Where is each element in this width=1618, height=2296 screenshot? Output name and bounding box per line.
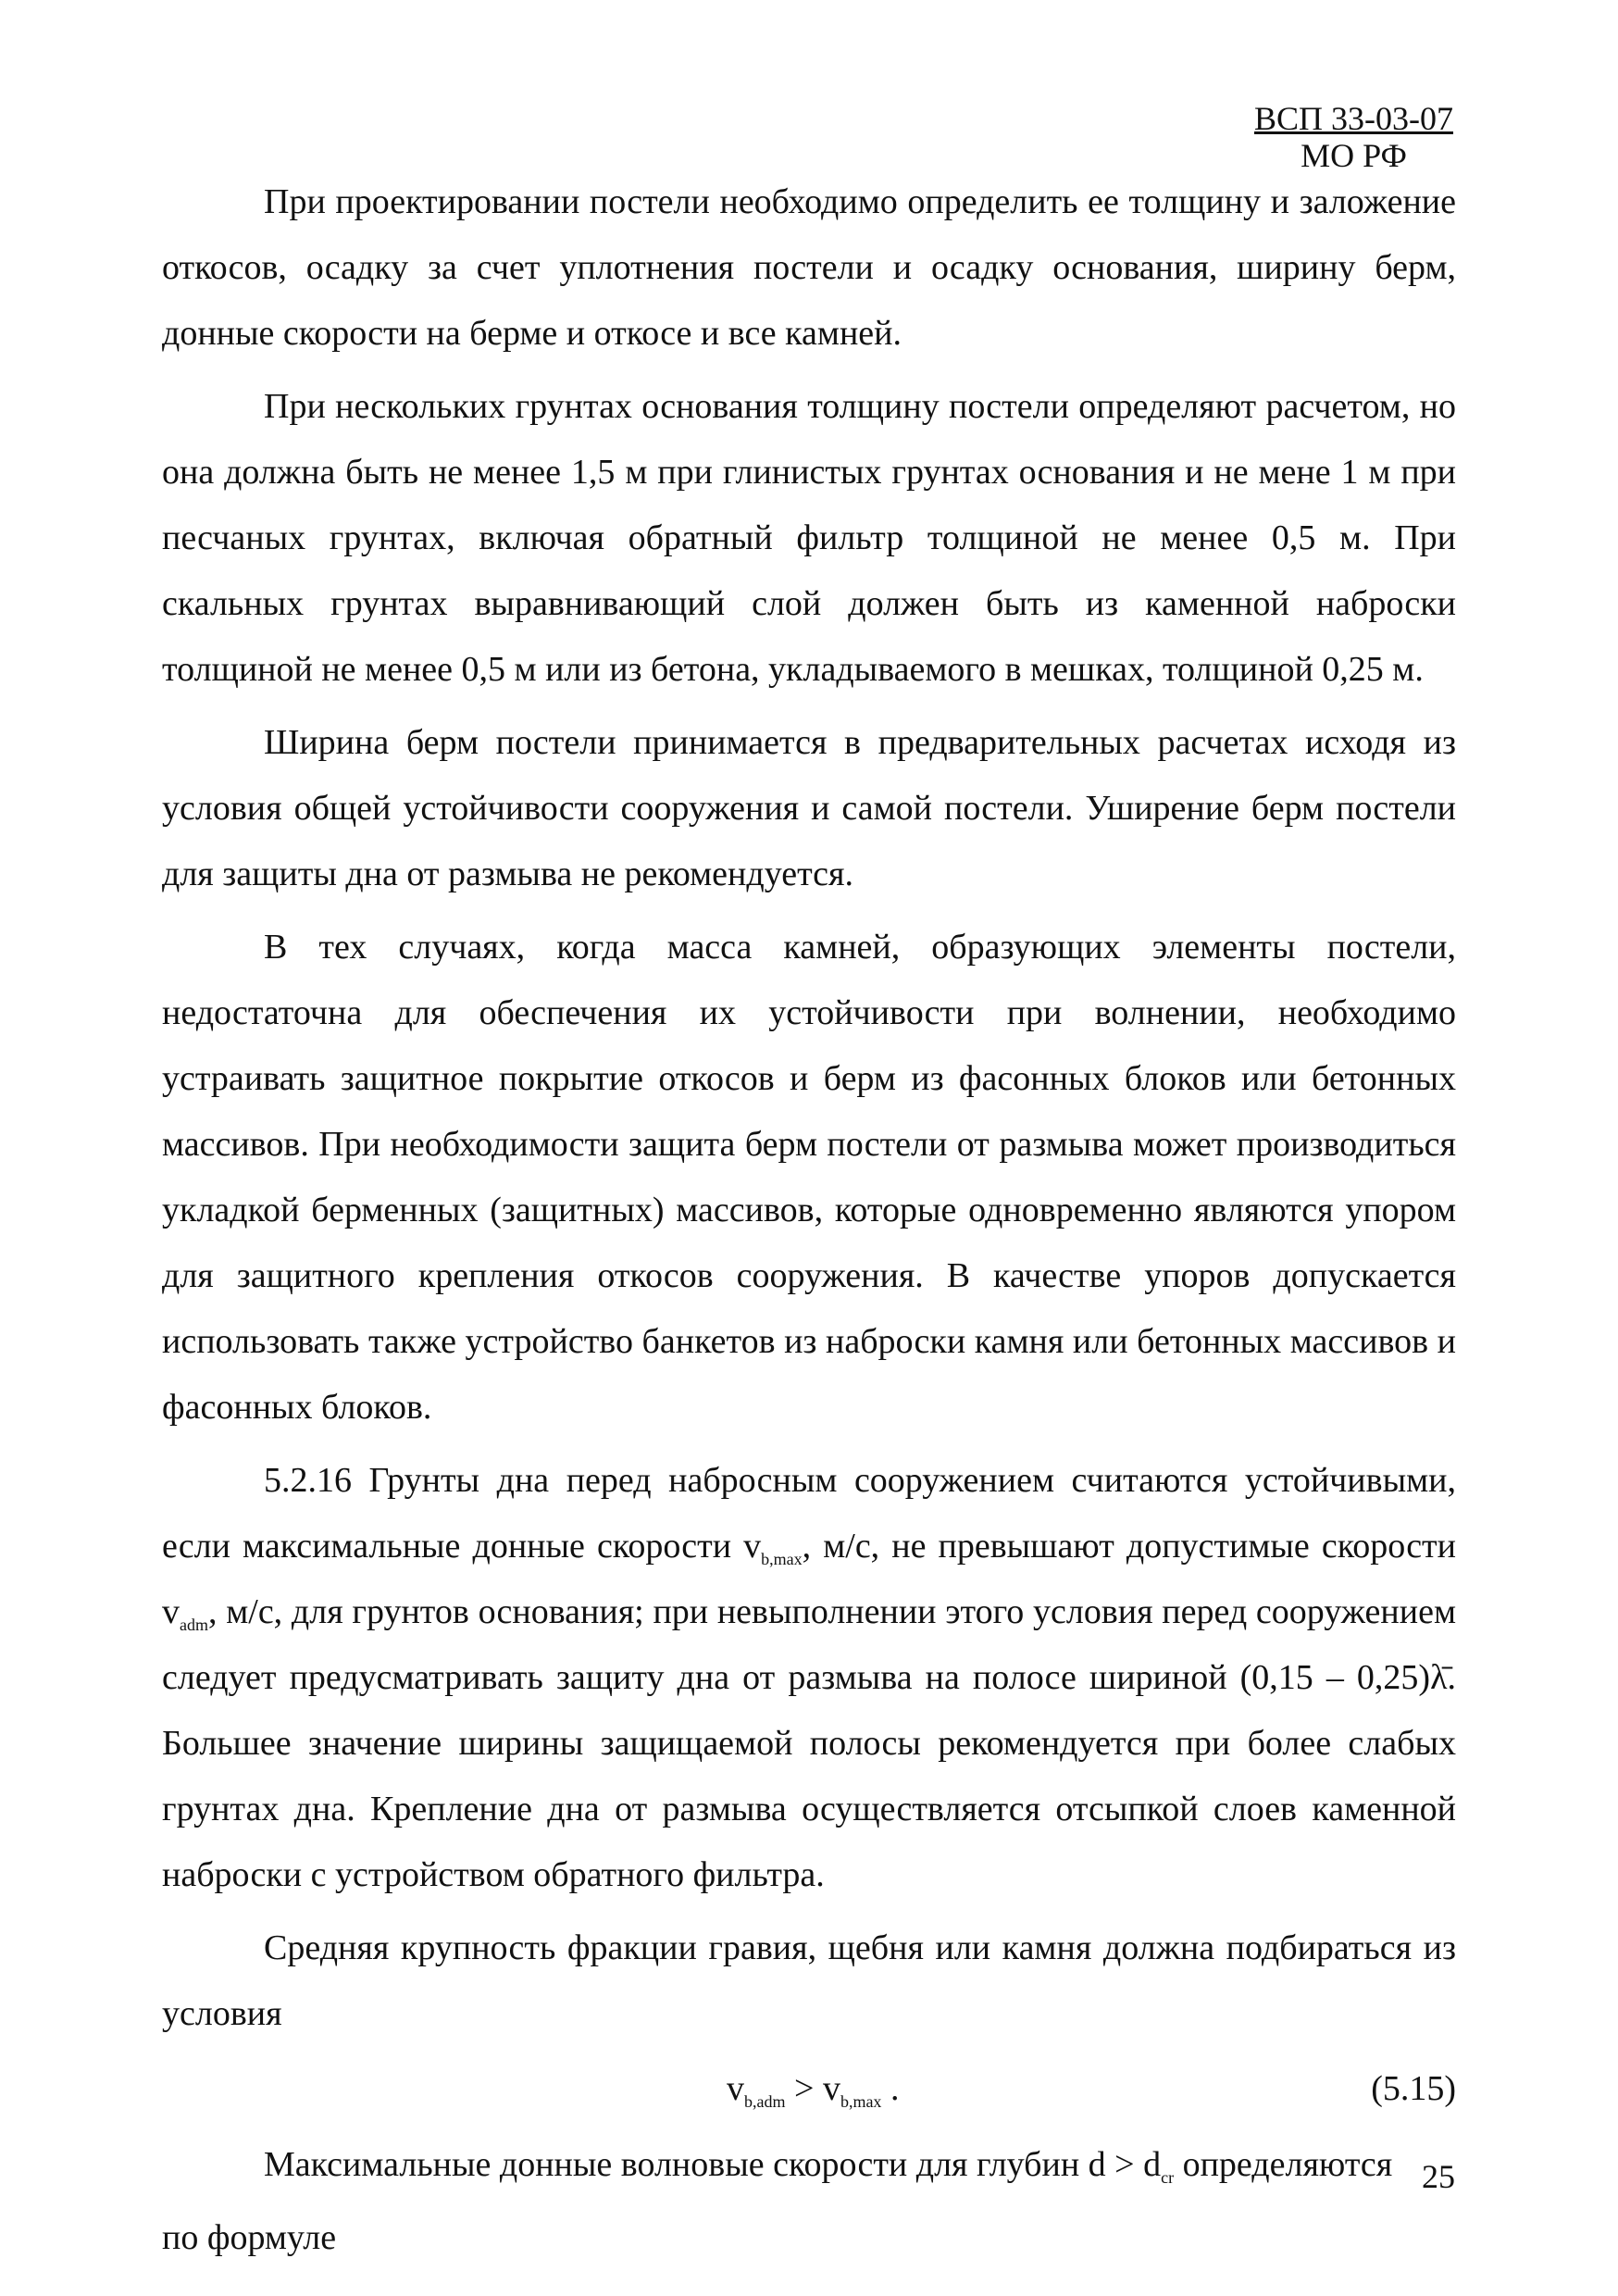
paragraph-7: Максимальные донные волновые скорости для глубин $d > d_{cr}$ определяются — [264, 2145, 1393, 2187]
var-vadm: $v_{adm}$ — [162, 1592, 208, 1634]
paragraph-5216: 5.2.16 Грунты дна перед набросным сооружением считаются устойчивыми, если максимальные донные скорости $v_{b,max}$, м/с, не превышают допустимые скорости $v_{adm}$, м/с, для грунтов основания; при невыполнении этого условия перед сооружением следует предусматривать защиту дна от размыва на полосе шириной (0,15 – 0,25)λ̄. Большее значение ширины защищаемой полосы рекомендуется при более слабых грунтах дна. Крепление дна от размыва осуществляется отсыпкой слоев каменной наброски с устройством обратного фильтра. — [162, 1461, 1456, 1894]
depth-condition: $d > d_{cr}$ — [1088, 2145, 1175, 2187]
paragraph-1: При проектировании постели необходимо определить ее толщину и заложение откосов, осадку за счет уплотнения постели и осадку основания, ширину берм, донные скорости на берме и откосе и все камней. — [162, 182, 1456, 353]
page-number: 25 — [1422, 2158, 1455, 2195]
formula-expression: $v_{b,adm} > v_{b,max}$ . — [727, 2069, 900, 2111]
paragraph-4: В тех случаях, когда масса камней, образующих элементы постели, недостаточна для обеспечения их устойчивости при волнении, необходимо устраивать защитное покрытие откосов и берм из фасонных блоков или бетонных массивов. При необходимости защита берм постели от размыва может производиться укладкой берменных (защитных) массивов, которые одновременно являются упором для защитного крепления откосов сооружения. В качестве упоров допускается использовать также устройство банкетов из наброски камня или бетонных массивов и фасонных блоков. — [162, 928, 1456, 1427]
document-body — [162, 169, 1456, 2278]
paragraph-8: по формуле — [162, 2218, 337, 2257]
formula-5-15 — [162, 2054, 1456, 2128]
paragraph-2: При нескольких грунтах основания толщину постели определяют расчетом, но она должна быть не менее 1,5 м при глинистых грунтах основания и не мене 1 м при песчаных грунтах, включая обратный фильтр толщиной не менее 0,5 м. При скальных грунтах выравнивающий слой должен быть из каменной наброски толщиной не менее 0,5 м или из бетона, укладываемого в мешках, толщиной 0,25 м. — [162, 387, 1456, 689]
range-expression: (0,15 – 0,25)λ̄ — [1239, 1658, 1448, 1697]
document-org: МО РФ — [1301, 137, 1407, 174]
paragraph-6: Средняя крупность фракции гравия, щебня или камня должна подбираться из условия — [162, 1928, 1456, 2033]
formula-number: (5.15) — [1371, 2069, 1456, 2108]
document-header — [1254, 100, 1453, 174]
paragraph-3: Ширина берм постели принимается в предварительных расчетах исходя из условия общей устойчивости сооружения и самой постели. Уширение берм постели для защиты дна от размыва не рекомендуется. — [162, 723, 1456, 893]
document-code: ВСП 33-03-07 — [1254, 100, 1453, 137]
var-vbmax: $v_{b,max}$ — [743, 1527, 803, 1568]
